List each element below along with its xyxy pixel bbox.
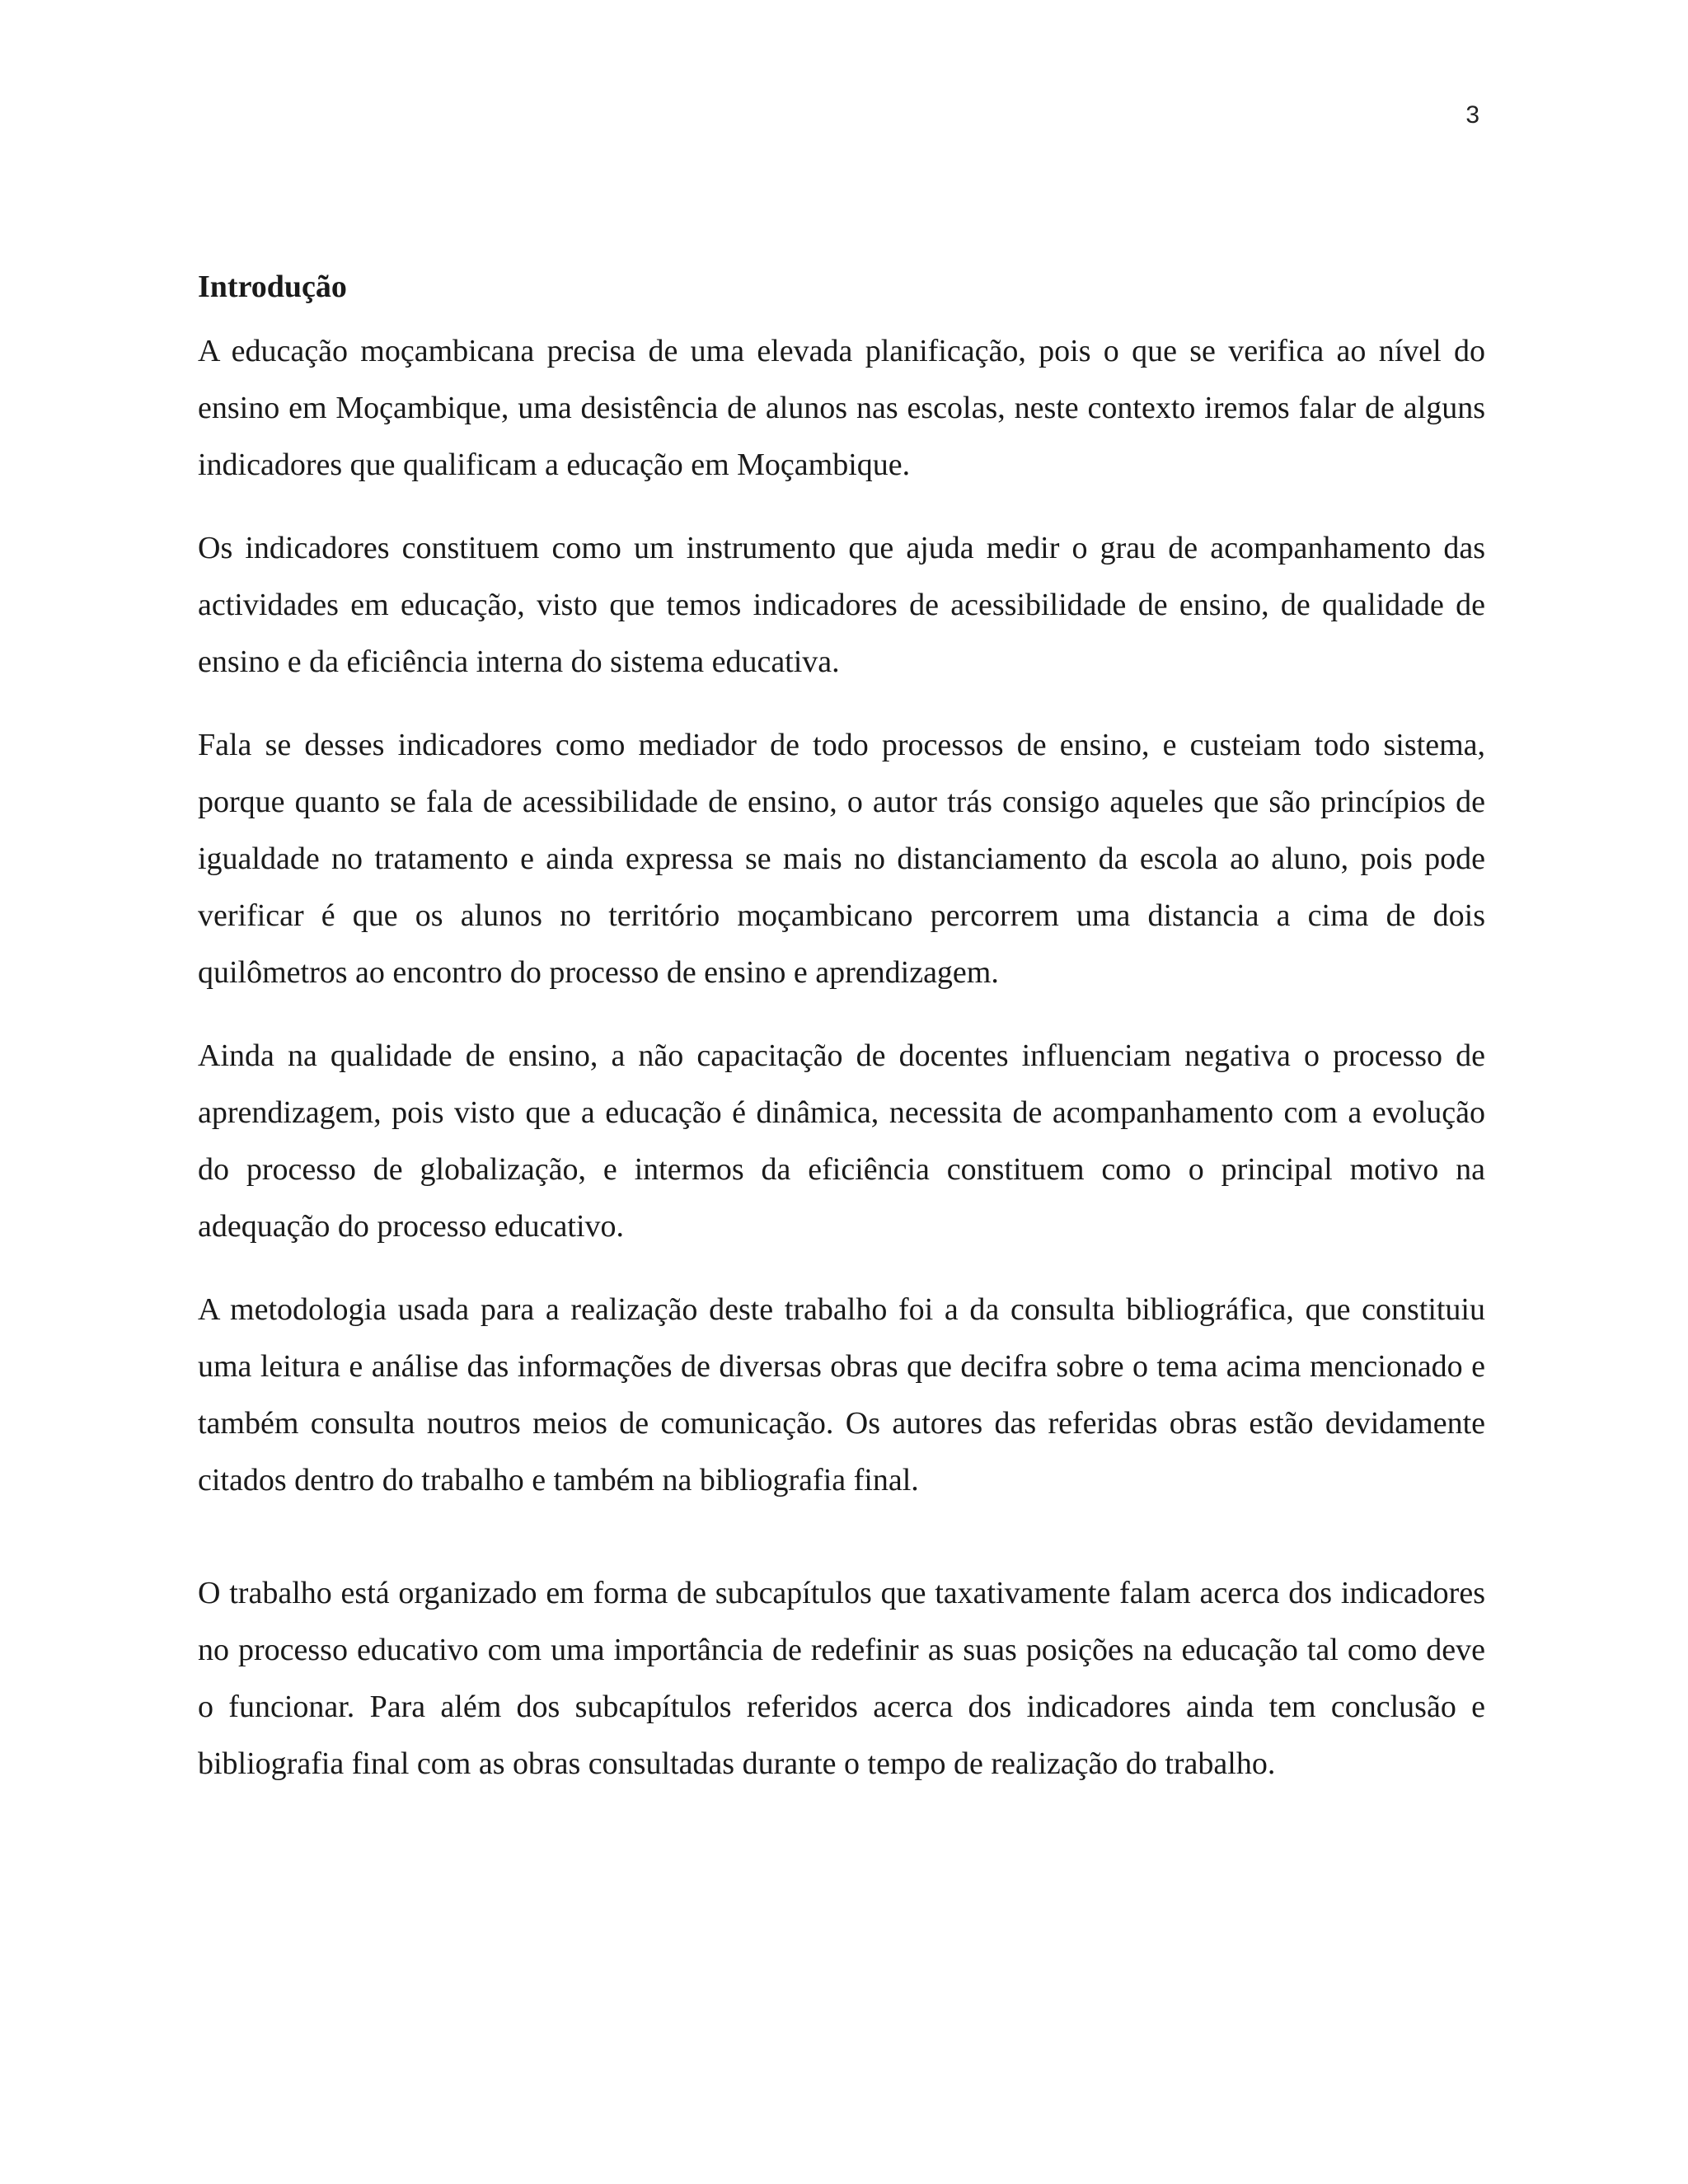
paragraph: A metodologia usada para a realização deste trabalho foi a da consulta bibliográfica, que constituiu uma leitura e análise das informações de diversas obras que decifra sobre o tema acima mencionado e também consulta noutros meios de comunicação. Os autores das referidas obras estão devidamente citados dentro do trabalho e também na bibliografia final. [198,1292,1485,1497]
paragraph: Ainda na qualidade de ensino, a não capacitação de docentes influenciam negativa o processo de aprendizagem, pois visto que a educação é dinâmica, necessita de acompanhamento com a evolução do processo de globalização, e intermos da eficiência constituem como o principal motivo na adequação do processo educativo. [198,1038,1485,1244]
document-body [198,262,1485,1819]
paragraph: Fala se desses indicadores como mediador de todo processos de ensino, e custeiam todo sistema, porque quanto se fala de acessibilidade de ensino, o autor trás consigo aqueles que são princípios de igualdade no tratamento e ainda expressa se mais no distanciamento da escola ao aluno, pois pode verificar é que os alunos no território moçambicano percorrem uma distancia a cima de dois quilômetros ao encontro do processo de ensino e aprendizagem. [198,728,1485,990]
page-number: 3 [1465,101,1479,129]
paragraph: Os indicadores constituem como um instrumento que ajuda medir o grau de acompanhamento das actividades em educação, visto que temos indicadores de acessibilidade de ensino, de qualidade de ensino e da eficiência interna do sistema educativa. [198,531,1485,679]
paragraph: A educação moçambicana precisa de uma elevada planificação, pois o que se verifica ao nível do ensino em Moçambique, uma desistência de alunos nas escolas, neste contexto iremos falar de alguns indicadores que qualificam a educação em Moçambique. [198,334,1485,482]
paragraph: O trabalho está organizado em forma de subcapítulos que taxativamente falam acerca dos indicadores no processo educativo com uma importância de redefinir as suas posições na educação tal como deve o funcionar. Para além dos subcapítulos referidos acerca dos indicadores ainda tem conclusão e bibliografia final com as obras consultadas durante o tempo de realização do trabalho. [198,1576,1485,1781]
section-heading: Introdução [198,269,347,304]
